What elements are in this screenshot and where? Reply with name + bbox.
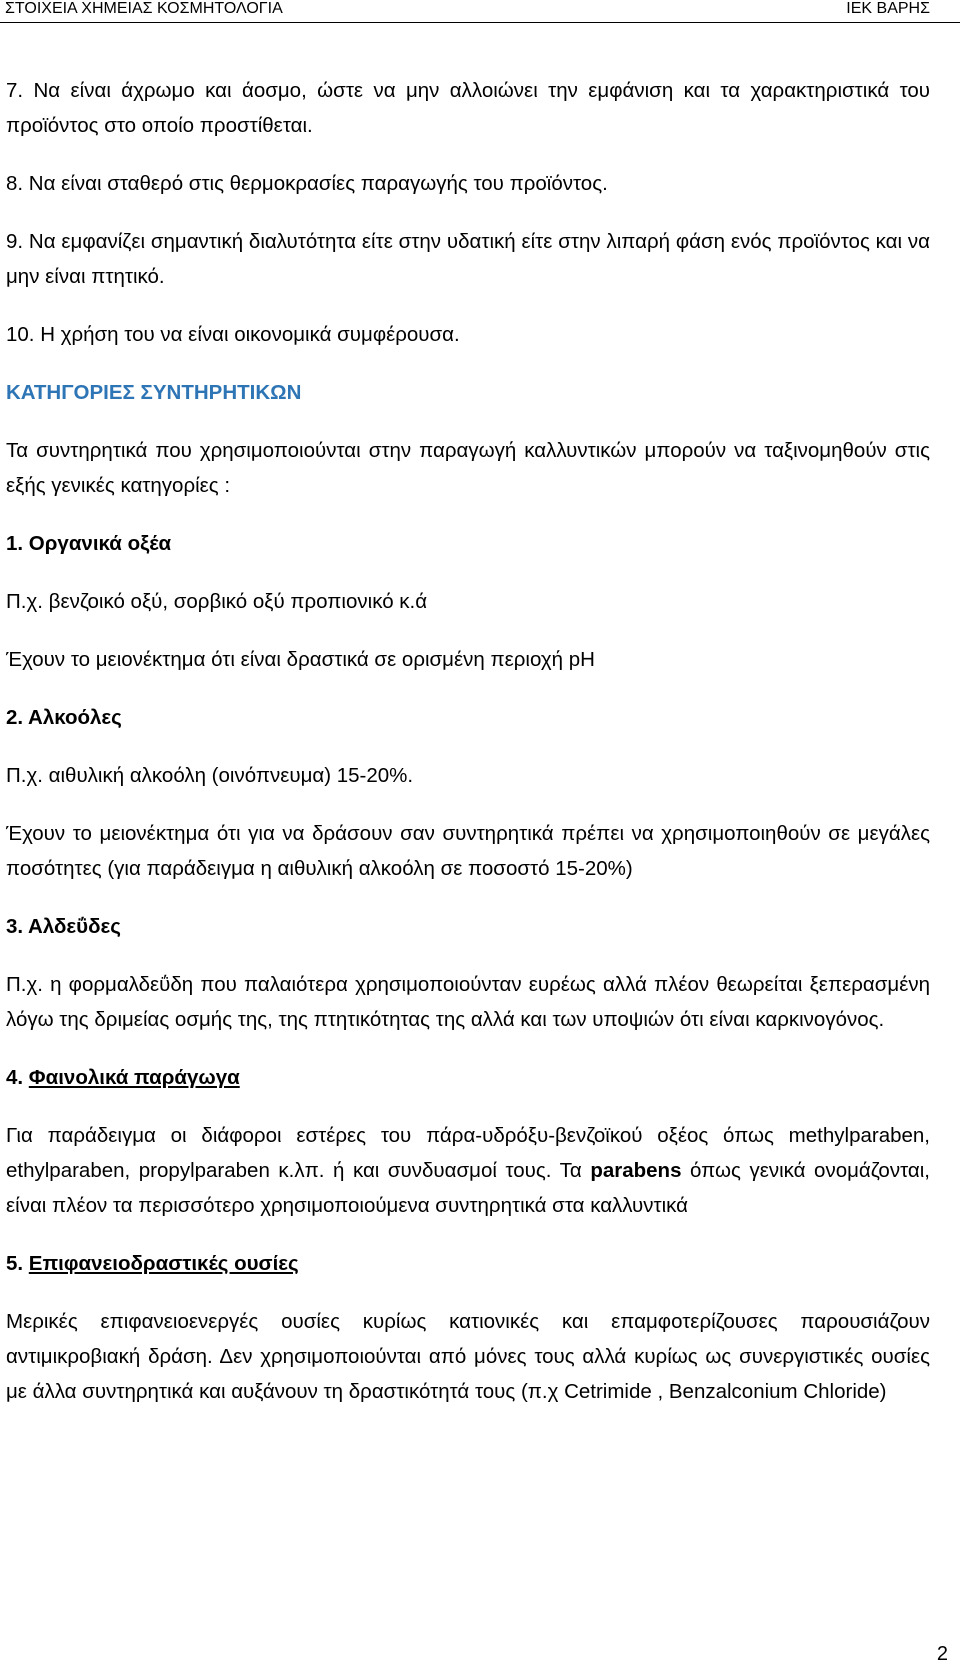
category-2-example: Π.χ. αιθυλική αλκοόλη (οινόπνευμα) 15-20%. <box>6 764 414 787</box>
category-4-text <box>6 1118 930 1223</box>
parabens-term: parabens <box>590 1159 682 1182</box>
category-4-text-b: όπως γενικά ονομάζονται, είναι πλέον τα περισσότερο χρησιμοποιούμενα συντηρητικά στα καλλυντικά <box>6 1159 930 1217</box>
list-item-7: 7. Να είναι άχρωμο και άοσμο, ώστε να μην αλλοιώνει την εμφάνιση και τα χαρακτηριστικά του προϊόντος στο οποίο προστίθεται. <box>6 79 930 137</box>
category-5-title <box>6 1246 930 1281</box>
category-4-number: 4. <box>6 1066 29 1089</box>
document-body <box>6 73 930 1409</box>
header-course-title: ΣΤΟΙΧΕΙΑ ΧΗΜΕΙΑΣ ΚΟΣΜΗΤΟΛΟΓΙΑ <box>5 0 283 17</box>
category-4-text-a: Για παράδειγμα οι διάφοροι εστέρες του πάρα-υδρόξυ-βενζοϊκού οξέος όπως methylparaben, ethylparaben, propylparaben κ.λπ. ή και συνδυασμοί τους. Τα <box>6 1124 930 1182</box>
category-4-label: Φαινολικά παράγωγα <box>28 1066 240 1089</box>
page-number: 2 <box>936 1643 948 1665</box>
category-4-title <box>6 1060 930 1095</box>
category-1-title: 1. Οργανικά οξέα <box>6 532 172 555</box>
page-header <box>0 0 960 28</box>
category-5-text: Μερικές επιφανειοενεργές ουσίες κυρίως κατιονικές και επαμφοτερίζουσες παρουσιάζουν αντιμικροβιακή δράση. Δεν χρησιμοποιούνται από μόνες τους αλλά κυρίως ως συνεργιστικές ουσίες με άλλα συντηρητικά και αυξάνουν τη δραστικότητά τους (π.χ Cetrimide , Benzalconium Chloride) <box>6 1310 930 1403</box>
category-5-number: 5. <box>6 1252 29 1275</box>
category-3-text: Π.χ. η φορμαλδεΰδη που παλαιότερα χρησιμοποιούνταν ευρέως αλλά πλέον θεωρείται ξεπερασμένη λόγω της δριμείας οσμής της, της πτητικότητας της αλλά και των υποψιών ότι είναι καρκινογόνος. <box>6 973 930 1031</box>
list-item-8: 8. Να είναι σταθερό στις θερμοκρασίες παραγωγής του προϊόντος. <box>6 172 608 195</box>
category-2-title: 2. Αλκοόλες <box>6 706 122 729</box>
category-5-label: Επιφανειοδραστικές ουσίες <box>28 1252 299 1275</box>
header-institution: ΙΕΚ ΒΑΡΗΣ <box>846 0 930 17</box>
category-1-note: Έχουν το μειονέκτημα ότι είναι δραστικά σε ορισμένη περιοχή pH <box>6 648 595 671</box>
list-item-10: 10. Η χρήση του να είναι οικονομικά συμφέρουσα. <box>6 323 460 346</box>
section-heading: ΚΑΤΗΓΟΡΙΕΣ ΣΥΝΤΗΡΗΤΙΚΩΝ <box>6 381 302 404</box>
intro-paragraph: Τα συντηρητικά που χρησιμοποιούνται στην παραγωγή καλλυντικών μπορούν να ταξινομηθούν στις εξής γενικές κατηγορίες : <box>6 439 930 497</box>
list-item-9: 9. Να εμφανίζει σημαντική διαλυτότητα είτε στην υδατική είτε στην λιπαρή φάση ενός προϊόντος και να μην είναι πτητικό. <box>6 230 930 288</box>
header-divider <box>0 22 960 23</box>
category-3-title: 3. Αλδεΰδες <box>6 915 121 938</box>
category-1-example: Π.χ. βενζοικό οξύ, σορβικό οξύ προπιονικό κ.ά <box>6 590 428 613</box>
category-2-note: Έχουν το μειονέκτημα ότι για να δράσουν σαν συντηρητικά πρέπει να χρησιμοποιηθούν σε μεγάλες ποσότητες (για παράδειγμα η αιθυλική αλκοόλη σε ποσοστό 15-20%) <box>6 822 930 880</box>
